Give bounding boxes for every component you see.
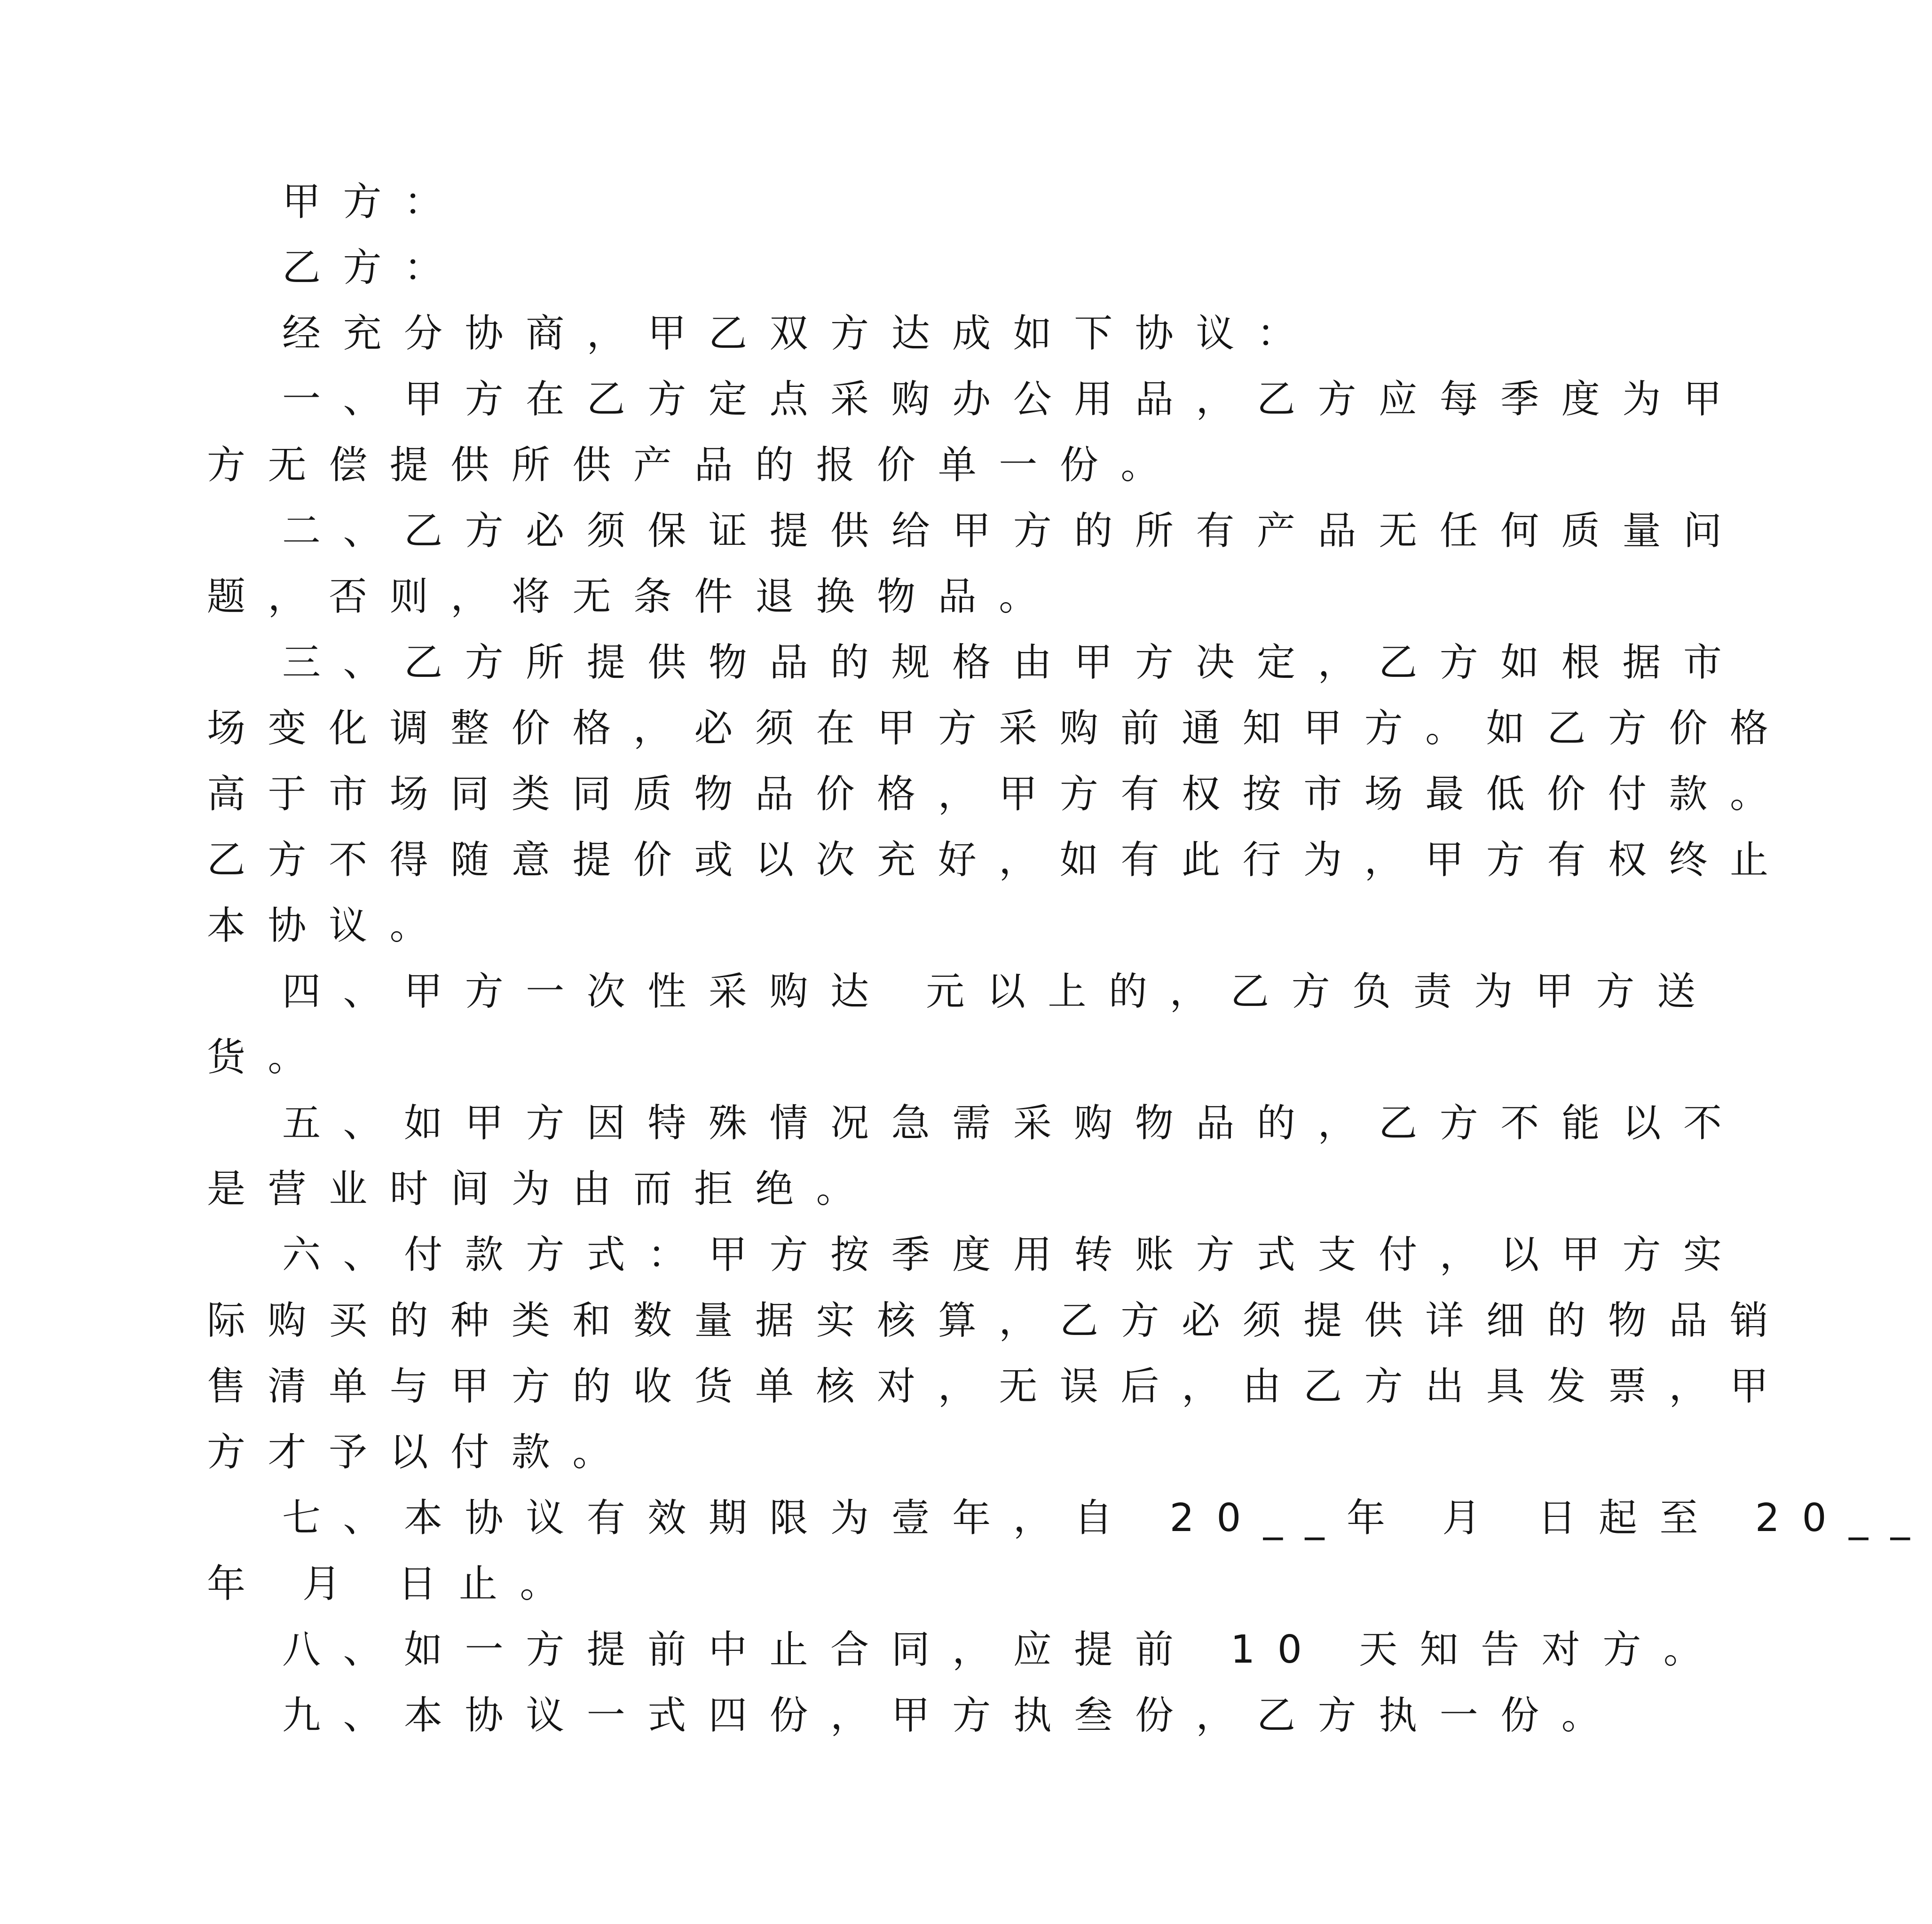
clause-5-line-1: 五、如甲方因特殊情况急需采购物品的，乙方不能以不	[282, 1101, 1744, 1146]
intro-line: 经充分协商，甲乙双方达成如下协议：	[282, 311, 1318, 356]
clause-5-line-2: 是营业时间为由而拒绝。	[207, 1167, 877, 1211]
clause-6-line-4: 方才予以付款。	[207, 1430, 633, 1475]
clause-2-line-1: 二、乙方必须保证提供给甲方的所有产品无任何质量问	[282, 509, 1744, 553]
party-a-line: 甲方：	[282, 180, 465, 224]
clause-1-line-2: 方无偿提供所供产品的报价单一份。	[207, 443, 1182, 487]
party-b-line: 乙方：	[282, 245, 465, 290]
clause-3-line-2: 场变化调整价格，必须在甲方采购前通知甲方。如乙方价格	[207, 706, 1791, 751]
clause-8-line: 八、如一方提前中止合同，应提前 10 天知告对方。	[282, 1627, 1725, 1672]
clause-1-line-1: 一、甲方在乙方定点采购办公用品，乙方应每季度为甲	[282, 377, 1744, 422]
clause-9-line: 九、本协议一式四份，甲方执叁份，乙方执一份。	[282, 1693, 1623, 1738]
clause-3-line-5: 本协议。	[207, 903, 451, 948]
clause-6-line-3: 售清单与甲方的收货单核对，无误后，由乙方出具发票，甲	[207, 1364, 1791, 1409]
clause-7-line-2: 年 月 日止。	[207, 1562, 581, 1606]
clause-3-line-4: 乙方不得随意提价或以次充好，如有此行为，甲方有权终止	[207, 838, 1791, 882]
clause-6-line-2: 际购买的种类和数量据实核算，乙方必须提供详细的物品销	[207, 1298, 1791, 1343]
clause-7-line-1: 七、本协议有效期限为壹年，自 20__年 月 日起至 20__	[282, 1496, 1932, 1540]
clause-4-line-2: 货。	[207, 1035, 329, 1080]
clause-2-line-2: 题，否则，将无条件退换物品。	[207, 574, 1060, 619]
clause-3-line-3: 高于市场同类同质物品价格，甲方有权按市场最低价付款。	[207, 772, 1791, 817]
clause-4-line-1: 四、甲方一次性采购达 元以上的，乙方负责为甲方送	[282, 969, 1718, 1014]
clause-3-line-1: 三、乙方所提供物品的规格由甲方决定，乙方如根据市	[282, 640, 1744, 685]
clause-6-line-1: 六、付款方式：甲方按季度用转账方式支付，以甲方实	[282, 1233, 1744, 1277]
